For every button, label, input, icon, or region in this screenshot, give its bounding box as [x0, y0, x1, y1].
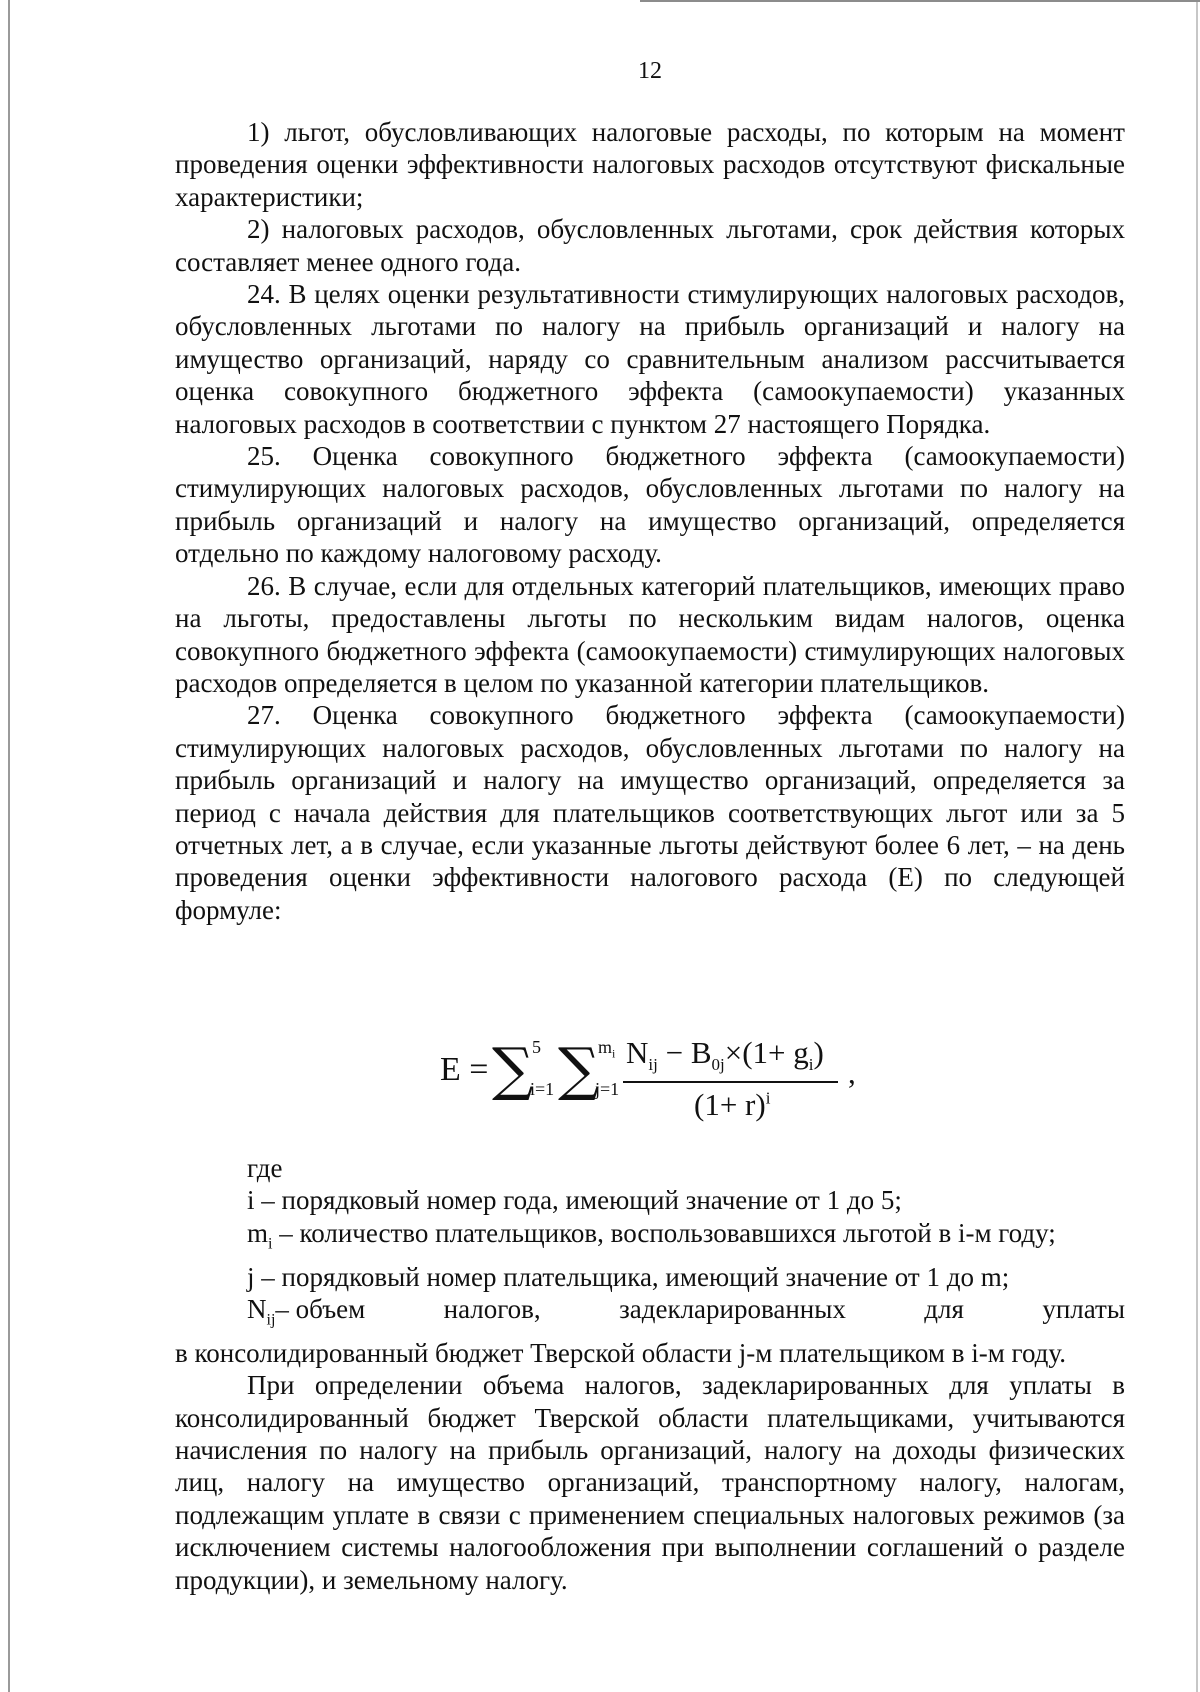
- definition-n-word-1: $N_{ij}-$ объем: [247, 1294, 366, 1329]
- definition-n-word-4: для: [924, 1294, 964, 1325]
- definition-n-row: [175, 1293, 1125, 1337]
- scan-edge-right: [1196, 0, 1198, 1692]
- paragraph-24: 24. В целях оценки результативности стимулирующих налоговых расходов, обусловленных льготами по налогу на прибыль организаций и налогу на имущество организаций, наряду со сравнительным анализом рассчитывается оценка совокупного бюджетного эффекта (самоокупаемости) указанных налоговых расходов в соответствии с пунктом 27 настоящего Порядка.: [175, 279, 1125, 439]
- where-label: где: [247, 1153, 283, 1183]
- definition-m: $m_i$ – количество плательщиков, воспользовавшихся льготой в i-м году;: [247, 1217, 1056, 1253]
- body-text: [175, 116, 1125, 926]
- paragraph-2: 2) налоговых расходов, обусловленных льготами, срок действия которых составляет менее одного года.: [175, 214, 1125, 277]
- paragraph-26: 26. В случае, если для отдельных категорий плательщиков, имеющих право на льготы, предоставлены льготы по нескольким видам налогов, оценка совокупного бюджетного эффекта (самоокупаемости) стимулирующих налоговых расходов определяется в целом по указанной категории плательщиков.: [175, 570, 1125, 698]
- definition-n-word-3: задекларированных: [619, 1294, 846, 1325]
- paragraph-25: 25. Оценка совокупного бюджетного эффекта (самоокупаемости) стимулирующих налоговых расходов, обусловленных льготами по налогу на прибыль организаций и налогу на имущество организаций, определяется отдельно по каждому налоговому расходу.: [175, 441, 1125, 569]
- sum-sign-1: ∑: [492, 1035, 534, 1103]
- paragraph-1: 1) льгот, обусловливающих налоговые расходы, по которым на момент проведения оценки эффективности налоговых расходов отсутствуют фискальные характеристики;: [175, 117, 1125, 212]
- definition-i: i – порядковый номер года, имеющий значение от 1 до 5;: [247, 1185, 902, 1216]
- sum2-upper-sub: i: [612, 1046, 616, 1061]
- sum1-lower: i=1: [530, 1079, 555, 1099]
- definition-n-word-2: налогов,: [443, 1294, 541, 1325]
- definition-n-continuation: в консолидированный бюджет Тверской области j-м плательщиком в i-м году.: [175, 1337, 1066, 1368]
- formula-E: [440, 1025, 910, 1135]
- scan-edge-top: [640, 0, 1200, 2]
- fraction-line: [623, 1081, 838, 1083]
- definition-n-word-5: уплаты: [1042, 1294, 1125, 1325]
- sum-sign-2: ∑: [558, 1035, 600, 1103]
- final-paragraph: При определении объема налогов, задекларированных для уплаты в консолидированный бюджет Тверской области плательщиками, учитываются начисления по налогу на прибыль организаций, налогу на доходы физических лиц, налогу на имущество организаций, транспортному налогу, налогам, подлежащим уплате в связи с применением специальных налоговых режимов (за исключением системы налогообложения при выполнении соглашений о разделе продукции), и земельному налогу.: [175, 1370, 1125, 1595]
- formula-trailing-comma: ,: [848, 1055, 856, 1090]
- paragraph-27: 27. Оценка совокупного бюджетного эффекта (самоокупаемости) стимулирующих налоговых расходов, обусловленных льготами по налогу на прибыль организаций и налогу на имущество организаций, определяется за период с начала действия для плательщиков соответствующих льгот или за 5 отчетных лет, а в случае, если указанные льготы действуют более 6 лет, – на день проведения оценки эффективности налогового расхода (Е) по следующей формуле:: [175, 700, 1125, 925]
- page-number: 12: [638, 58, 662, 84]
- definitions: [175, 1152, 1125, 1596]
- denominator: $(1+ r)^i$: [694, 1087, 771, 1122]
- numerator: $N_{ij} - B_{0j}\times(1+ g_i)$: [626, 1035, 824, 1075]
- definition-j: j – порядковый номер плательщика, имеющий значение от 1 до m;: [247, 1261, 1010, 1292]
- sum1-upper: 5: [532, 1037, 541, 1057]
- sum2-upper: $m_i$: [598, 1037, 616, 1061]
- scan-edge-left: [8, 0, 10, 1692]
- sum2-lower: j=1: [595, 1079, 620, 1099]
- formula-lhs: E =: [440, 1051, 489, 1088]
